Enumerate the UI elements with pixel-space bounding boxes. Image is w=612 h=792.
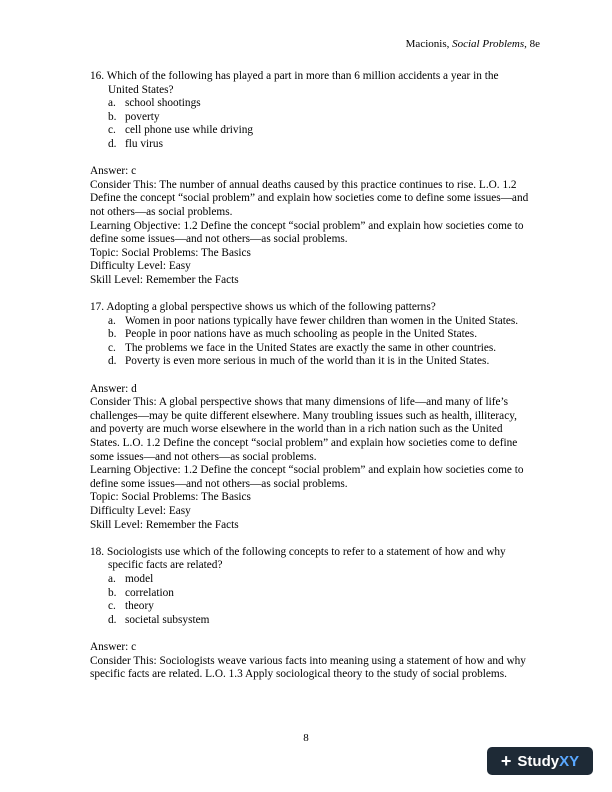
brand-main: Study (517, 752, 560, 770)
choice-text: correlation (125, 586, 174, 599)
choice-letter: d. (108, 355, 117, 368)
choice-text: flu virus (125, 137, 163, 150)
choice-item (108, 328, 530, 342)
choice-item (108, 97, 530, 111)
answer-17: Answer: d (90, 382, 137, 395)
choice-letter: a. (108, 572, 116, 585)
choice-item (108, 111, 530, 125)
choice-letter: b. (108, 328, 117, 341)
header-book-title: Social Problems (452, 38, 525, 50)
page-content (90, 70, 530, 682)
header-edition: , 8e (524, 38, 540, 50)
difficulty-16: Difficulty Level: Easy (90, 260, 191, 273)
answer-16: Answer: c (90, 165, 137, 178)
page-number: 8 (303, 732, 309, 744)
choice-text: theory (125, 600, 154, 613)
choice-text: poverty (125, 110, 160, 123)
consider-16: Consider This: The number of annual deaths caused by this practice continues to rise. L.O. 1.2 Define the concept “social problem” and explain how societies come to define some issues—and not others—as social problems. (90, 178, 529, 218)
choice-letter: c. (108, 124, 116, 137)
choice-letter: b. (108, 586, 117, 599)
question-18: 18. Sociologists use which of the following concepts to refer to a statement of how and why specific facts are related? (90, 545, 506, 572)
skill-17: Skill Level: Remember the Facts (90, 518, 239, 531)
choice-item (108, 573, 530, 587)
plus-icon: + (500, 751, 512, 771)
choice-text: cell phone use while driving (125, 124, 254, 137)
choice-text: model (125, 572, 154, 585)
consider-17: Consider This: A global perspective shows that many dimensions of life—and many of life’s challenges—may be quite different elsewhere. Many troubling issues such as health, illiteracy, and poverty are much worse elsewhere in the world than in a rich nation such as the United States. L.O. 1.2 Define the concept “social problem” and explain how societies come to define some issues—and not others—as social problems. (90, 396, 518, 463)
topic-17: Topic: Social Problems: The Basics (90, 491, 251, 504)
learning-objective-17: Learning Objective: 1.2 Define the concept “social problem” and explain how societies come to define some issues—and not others—as social problems. (90, 464, 524, 490)
choice-item (108, 342, 530, 356)
choice-item (108, 600, 530, 614)
choice-item (108, 355, 530, 369)
choice-item (108, 124, 530, 138)
choice-text: Poverty is even more serious in much of the world than it is in the United States. (125, 355, 490, 368)
question-17-choices (90, 315, 530, 369)
choice-item (108, 138, 530, 152)
choice-text: school shootings (125, 97, 201, 110)
skill-16: Skill Level: Remember the Facts (90, 273, 239, 286)
choice-letter: c. (108, 600, 116, 613)
choice-text: The problems we face in the United States are exactly the same in other countries. (125, 341, 497, 354)
choice-letter: d. (108, 137, 117, 150)
brand-accent: XY (559, 752, 580, 770)
choice-text: People in poor nations have as much schooling as people in the United States. (125, 328, 478, 341)
choice-text: Women in poor nations typically have fewer children than women in the United States. (125, 314, 519, 327)
learning-objective-16: Learning Objective: 1.2 Define the concept “social problem” and explain how societies come to define some issues—and not others—as social problems. (90, 219, 524, 246)
question-18-choices (90, 573, 530, 627)
answer-18: Answer: c (90, 640, 137, 653)
running-header (406, 38, 540, 50)
choice-letter: c. (108, 341, 116, 354)
question-17: 17. Adopting a global perspective shows us which of the following patterns? (90, 301, 436, 314)
choice-item (108, 614, 530, 628)
choice-letter: a. (108, 97, 116, 110)
choice-item (108, 315, 530, 329)
choice-letter: a. (108, 314, 116, 327)
difficulty-17: Difficulty Level: Easy (90, 505, 191, 517)
consider-18: Consider This: Sociologists weave various facts into meaning using a statement of how and why specific facts are related. L.O. 1.3 Apply sociological theory to the study of social problems. (90, 654, 526, 681)
choice-letter: d. (108, 613, 117, 626)
choice-item (108, 587, 530, 601)
header-author: Macionis, (405, 38, 453, 50)
question-16-choices (90, 97, 530, 151)
topic-16: Topic: Social Problems: The Basics (90, 246, 251, 259)
question-16: 16. Which of the following has played a part in more than 6 million accidents a year in the United States? (90, 70, 499, 96)
studyxy-badge[interactable] (487, 747, 593, 775)
studyxy-logo-text (517, 753, 579, 770)
choice-letter: b. (108, 110, 117, 123)
choice-text: societal subsystem (125, 613, 210, 626)
